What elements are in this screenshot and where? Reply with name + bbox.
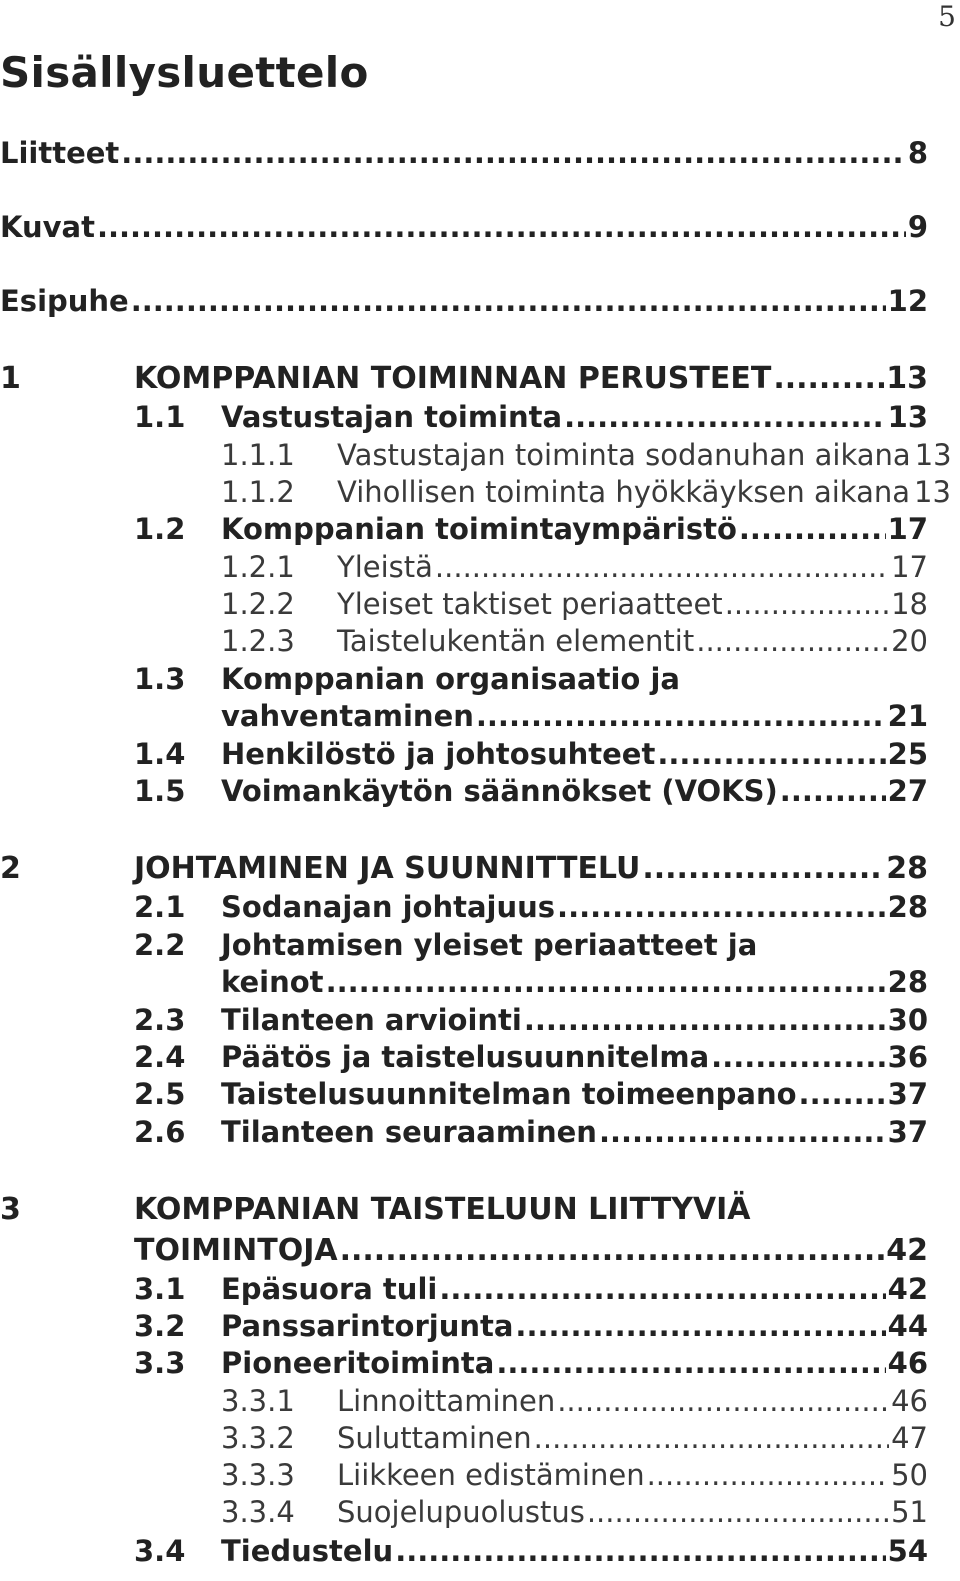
section-number: 1.3 [134,662,186,696]
toc-entry-page: 54 [887,1534,928,1568]
dot-leader [496,1346,885,1380]
toc-entry[interactable] [337,1384,928,1418]
toc-entry-title: Yleistä [337,550,433,584]
toc-entry[interactable] [221,512,928,546]
toc-entry[interactable] [221,1115,928,1149]
dot-leader [599,1115,886,1149]
toc-entry-title: Tiedustelu [221,1534,394,1568]
section-number: 2.1 [134,890,186,924]
chapter-number: 2 [0,851,21,886]
toc-entry-title: Komppanian organisaatio ja [221,662,680,696]
toc-entry[interactable] [221,737,928,771]
toc-entry[interactable] [221,1346,928,1380]
dot-leader [739,512,886,546]
toc-entry-title: Voimankäytön säännökset (VOKS) [221,774,778,808]
toc-entry-title: Linnoittaminen [337,1384,556,1418]
dot-leader [435,550,889,584]
subsection-number: 1.1.1 [221,438,295,472]
toc-entry[interactable] [221,1003,928,1037]
toc-entry-title: Pioneeritoiminta [221,1346,495,1380]
dot-leader [524,1003,886,1037]
toc-entry-title: Taistelusuunnitelman toimeenpano [221,1077,797,1111]
toc-entry-page: 37 [887,1115,928,1149]
toc-entry-title: Esipuhe [0,284,129,318]
toc-entry-title: Taistelukentän elementit [337,624,695,658]
toc-entry[interactable] [337,1421,928,1455]
toc-entry-title: KOMPPANIAN TOIMINNAN PERUSTEET [134,361,772,396]
dot-leader [557,1384,889,1418]
toc-entry-page: 18 [891,587,928,621]
toc-entry[interactable] [0,284,928,318]
dot-leader [340,1233,885,1268]
toc-entry[interactable] [337,587,928,621]
dot-leader [121,136,906,170]
toc-entry-title: Henkilöstö ja johtosuhteet [221,737,656,771]
toc-entry-page: 28 [887,890,928,924]
toc-entry-page: 25 [887,737,928,771]
subsection-number: 3.3.4 [221,1495,295,1529]
chapter-number: 3 [0,1192,21,1227]
section-number: 1.2 [134,512,186,546]
toc-entry-title: Vihollisen toiminta hyökkäyksen aikana [337,475,910,509]
page-title: Sisällysluettelo [0,48,369,97]
dot-leader [799,1077,886,1111]
toc-entry-page: 28 [886,851,928,886]
dot-leader [557,890,886,924]
toc-entry-title: keinot [221,965,324,999]
subsection-number: 3.3.3 [221,1458,295,1492]
toc-entry-title: Vastustajan toiminta sodanuhan aikana [337,438,911,472]
section-number: 2.3 [134,1003,186,1037]
section-number: 1.1 [134,400,186,434]
subsection-number: 1.1.2 [221,475,295,509]
toc-entry-page: 13 [914,438,952,472]
page-number: 5 [938,0,956,33]
toc-entry-title: Komppanian toimintaympäristö [221,512,737,546]
toc-entry-page: 50 [891,1458,928,1492]
toc-entry-page: 27 [887,774,928,808]
subsection-number: 3.3.2 [221,1421,295,1455]
dot-leader [773,361,884,396]
toc-entry-continuation[interactable] [221,965,928,999]
toc-entry-page: 51 [891,1495,928,1529]
toc-entry[interactable] [134,851,928,886]
toc-entry-title: Sodanajan johtajuus [221,890,556,924]
toc-entry-page: 20 [891,624,928,658]
toc-entry[interactable] [221,774,928,808]
toc-entry[interactable] [221,1309,928,1343]
toc-entry[interactable] [134,1192,751,1227]
toc-entry-page: 8 [907,136,928,170]
toc-entry[interactable] [337,1495,928,1529]
toc-entry-page: 13 [886,361,928,396]
dot-leader [647,1458,890,1492]
section-number: 2.4 [134,1040,186,1074]
toc-entry-continuation[interactable] [221,699,928,733]
dot-leader [725,587,889,621]
toc-entry[interactable] [221,1534,928,1568]
dot-leader [476,699,886,733]
dot-leader [711,1040,885,1074]
toc-entry-title: Päätös ja taistelusuunnitelma [221,1040,710,1074]
dot-leader [534,1421,889,1455]
section-number: 2.5 [134,1077,186,1111]
toc-entry[interactable] [221,890,928,924]
toc-entry-page: 13 [887,400,928,434]
dot-leader [642,851,884,886]
section-number: 3.2 [134,1309,186,1343]
section-number: 1.5 [134,774,186,808]
dot-leader [696,624,889,658]
toc-entry[interactable] [337,1458,928,1492]
toc-entry-title: Suluttaminen [337,1421,532,1455]
dot-leader [131,284,886,318]
section-number: 1.4 [134,737,186,771]
toc-entry-title: Johtamisen yleiset periaatteet ja [221,928,758,962]
dot-leader [326,965,886,999]
toc-entry-page: 46 [887,1346,928,1380]
toc-entry-continuation[interactable] [134,1233,928,1268]
toc-entry[interactable] [221,1077,928,1111]
toc-entry-title: Suojelupuolustus [337,1495,585,1529]
toc-entry[interactable] [0,136,928,170]
toc-entry[interactable] [337,624,928,658]
subsection-number: 3.3.1 [221,1384,295,1418]
section-number: 3.1 [134,1272,186,1306]
toc-entry-title: Tilanteen arviointi [221,1003,522,1037]
toc-entry[interactable] [0,210,928,244]
dot-leader [395,1534,885,1568]
dot-leader [587,1495,889,1529]
toc-entry-page: 47 [891,1421,928,1455]
toc-entry[interactable] [221,928,757,962]
toc-entry-page: 42 [887,1272,928,1306]
toc-entry[interactable] [221,662,680,696]
toc-entry-title: Panssarintorjunta [221,1309,514,1343]
toc-entry-page: 42 [886,1233,928,1268]
toc-entry-page: 36 [887,1040,928,1074]
toc-entry[interactable] [221,1272,928,1306]
toc-entry-title: JOHTAMINEN JA SUUNNITTELU [134,851,641,886]
toc-entry-page: 17 [891,550,928,584]
toc-entry[interactable] [337,475,951,509]
toc-entry-page: 28 [887,965,928,999]
toc-entry-title: Tilanteen seuraaminen [221,1115,597,1149]
subsection-number: 1.2.2 [221,587,295,621]
toc-entry-title: Vastustajan toiminta [221,400,563,434]
toc-entry-page: 37 [887,1077,928,1111]
section-number: 3.4 [134,1534,186,1568]
toc-entry-page: 44 [887,1309,928,1343]
toc-entry[interactable] [221,400,928,434]
toc-entry-title: KOMPPANIAN TAISTELUUN LIITTYVIÄ [134,1192,751,1227]
dot-leader [780,774,886,808]
toc-entry-page: 46 [891,1384,928,1418]
toc-entry-title: Epäsuora tuli [221,1272,438,1306]
subsection-number: 1.2.3 [221,624,295,658]
toc-entry-title: Liitteet [0,136,120,170]
toc-entry-title: Kuvat [0,210,95,244]
toc-entry[interactable] [221,1040,928,1074]
toc-entry[interactable] [337,438,952,472]
toc-entry-page: 12 [887,284,928,318]
toc-entry-title: TOIMINTOJA [134,1233,338,1268]
toc-entry[interactable] [134,361,928,396]
toc-entry-title: vahventaminen [221,699,474,733]
dot-leader [564,400,886,434]
section-number: 2.2 [134,928,186,962]
toc-entry-page: 9 [907,210,928,244]
dot-leader [97,210,906,244]
toc-entry-title: Liikkeen edistäminen [337,1458,645,1492]
chapter-number: 1 [0,361,21,396]
dot-leader [515,1309,885,1343]
toc-entry-page: 13 [914,475,951,509]
toc-entry-page: 30 [887,1003,928,1037]
subsection-number: 1.2.1 [221,550,295,584]
dot-leader [657,737,885,771]
section-number: 3.3 [134,1346,186,1380]
toc-entry-page: 21 [887,699,928,733]
toc-entry-title: Yleiset taktiset periaatteet [337,587,723,621]
section-number: 2.6 [134,1115,186,1149]
toc-entry[interactable] [337,550,928,584]
toc-entry-page: 17 [887,512,928,546]
dot-leader [439,1272,885,1306]
